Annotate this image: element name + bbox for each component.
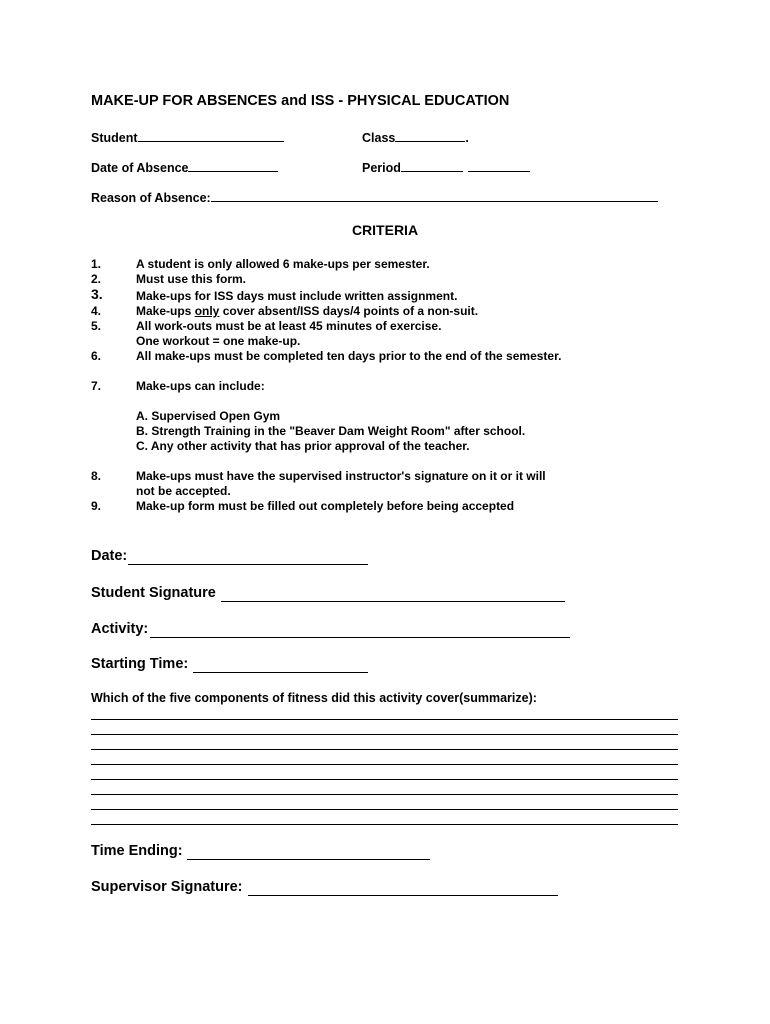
date-field — [91, 548, 127, 564]
class-label: Class — [362, 131, 396, 145]
starting-time-blank[interactable] — [193, 672, 368, 673]
activity-field — [91, 621, 148, 637]
activity-label: Activity: — [91, 621, 149, 637]
student-field — [91, 129, 284, 145]
criteria-heading: CRITERIA — [351, 222, 419, 238]
time-ending-label: Time Ending: — [91, 843, 183, 859]
criteria-text: not be accepted. — [136, 484, 231, 498]
criteria-text: All work-outs must be at least 45 minutes of exercise. — [136, 319, 442, 333]
student-signature-label: Student Signature — [91, 585, 216, 601]
criteria-item — [0, 286, 770, 304]
period-blank-2[interactable] — [468, 159, 530, 172]
criteria-item — [0, 319, 770, 334]
time-ending-field — [91, 843, 183, 859]
supervisor-signature-blank[interactable] — [248, 895, 558, 896]
reason-blank[interactable] — [211, 189, 658, 202]
supervisor-signature-field — [91, 879, 242, 895]
class-trailing-period: . — [465, 131, 469, 145]
starting-time-label: Starting Time: — [91, 656, 189, 672]
class-blank[interactable] — [395, 129, 465, 142]
criteria-item — [0, 334, 770, 349]
supervisor-signature-label: Supervisor Signature: — [91, 879, 243, 895]
criteria-text: Make-ups must have the supervised instructor's signature on it or it will — [136, 469, 546, 483]
activity-blank[interactable] — [150, 637, 570, 638]
date-of-absence-field — [91, 159, 278, 175]
criteria-text: A. Supervised Open Gym — [136, 409, 281, 423]
criteria-text: Make-ups can include: — [136, 379, 265, 393]
summary-line[interactable] — [91, 734, 678, 735]
criteria-text: Make-ups for ISS days must include written assignment. — [136, 289, 458, 303]
criteria-item — [0, 272, 770, 287]
student-blank[interactable] — [138, 129, 284, 142]
summary-line[interactable] — [91, 824, 678, 825]
criteria-item — [0, 469, 770, 484]
components-question: Which of the five components of fitness did this activity cover(summarize): — [91, 691, 537, 705]
criteria-item — [0, 424, 770, 439]
criteria-number: 5. — [91, 319, 102, 333]
student-label: Student — [91, 131, 138, 145]
reason-field — [91, 189, 658, 205]
period-blank[interactable] — [401, 159, 463, 172]
criteria-item — [0, 379, 770, 394]
criteria-number: 6. — [91, 349, 102, 363]
date-label: Date: — [91, 548, 128, 564]
form-title: MAKE-UP FOR ABSENCES and ISS - PHYSICAL EDUCATION — [91, 93, 510, 109]
summary-line[interactable] — [91, 794, 678, 795]
criteria-number: 9. — [91, 499, 102, 513]
time-ending-blank[interactable] — [187, 859, 430, 860]
date-of-absence-label: Date of Absence — [91, 161, 189, 175]
date-blank[interactable] — [128, 564, 368, 565]
student-signature-blank[interactable] — [221, 601, 565, 602]
period-field — [362, 159, 530, 175]
criteria-number: 1. — [91, 257, 102, 271]
criteria-number: 4. — [91, 304, 102, 318]
criteria-text: B. Strength Training in the "Beaver Dam Weight Room" after school. — [136, 424, 526, 438]
period-label: Period — [362, 161, 401, 175]
criteria-text: All make-ups must be completed ten days prior to the end of the semester. — [136, 349, 562, 363]
criteria-text: Must use this form. — [136, 272, 247, 286]
criteria-number: 8. — [91, 469, 102, 483]
criteria-text: One workout = one make-up. — [136, 334, 301, 348]
criteria-text: Make-ups only cover absent/ISS days/4 points of a non-suit. — [136, 304, 479, 318]
starting-time-field — [91, 656, 188, 672]
date-of-absence-blank[interactable] — [188, 159, 278, 172]
criteria-item — [0, 499, 770, 514]
summary-line[interactable] — [91, 764, 678, 765]
summary-line[interactable] — [91, 749, 678, 750]
summary-line[interactable] — [91, 779, 678, 780]
underlined-word: only — [194, 304, 220, 318]
criteria-item — [0, 257, 770, 272]
criteria-number: 2. — [91, 272, 102, 286]
criteria-item — [0, 409, 770, 424]
criteria-text: Make-up form must be filled out completely before being accepted — [136, 499, 515, 513]
criteria-number: 3. — [91, 286, 103, 302]
criteria-text: A student is only allowed 6 make-ups per semester. — [136, 257, 430, 271]
summary-line[interactable] — [91, 719, 678, 720]
criteria-item — [0, 349, 770, 364]
reason-label: Reason of Absence: — [91, 191, 211, 205]
criteria-text: C. Any other activity that has prior approval of the teacher. — [136, 439, 470, 453]
criteria-item — [0, 304, 770, 319]
criteria-item — [0, 484, 770, 499]
criteria-number: 7. — [91, 379, 102, 393]
criteria-item — [0, 439, 770, 454]
summary-line[interactable] — [91, 809, 678, 810]
class-field — [362, 129, 469, 145]
student-signature-field — [91, 585, 216, 601]
